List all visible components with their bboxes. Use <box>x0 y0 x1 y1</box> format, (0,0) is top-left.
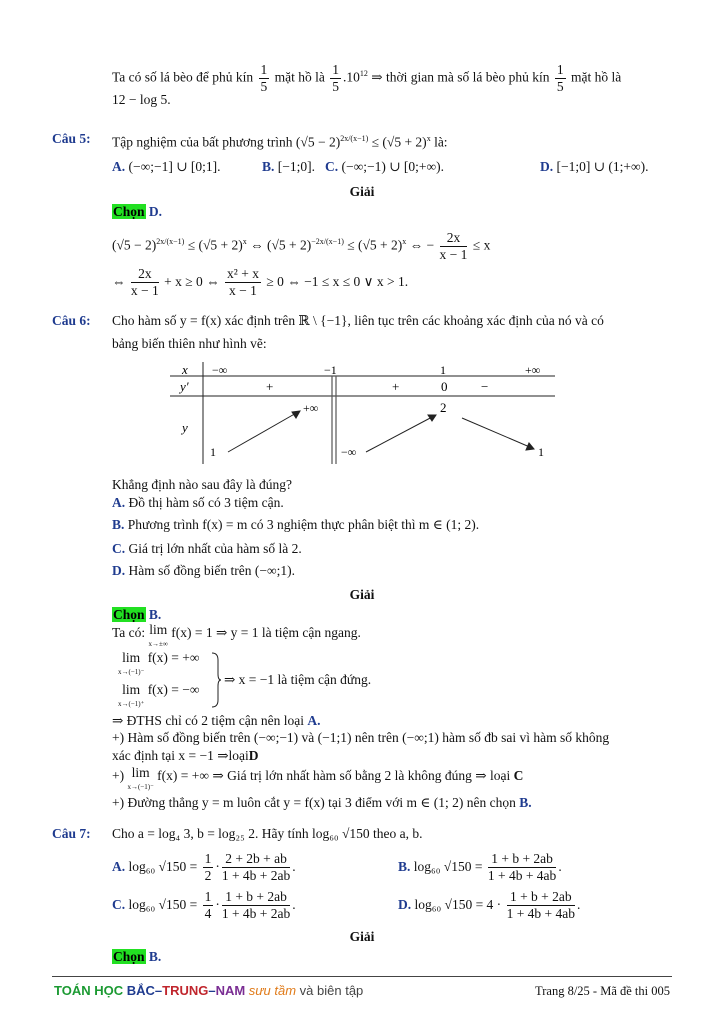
question-6-stem-1: Cho hàm số y = f(x) xác định trên ℝ \ {−1}, liên tục trên các khoảng xác định của nó và có <box>112 313 604 328</box>
increase-arrow <box>228 412 298 452</box>
q5-solution-line-1: $(√5 - 2)^{2x/(x-1)} \le (√5 + 2)^x$ ⇔ $(√5 + 2)^{-2x/(x-1)} \le (√5 + 2)^x$ ⇔ − $\frac{2x}{x - 1}$ ≤ x <box>112 230 491 262</box>
table-x-value: 1 <box>440 363 446 377</box>
q6-solution-line-5: xác định tại x = −1 ⇒loạiD <box>112 748 259 763</box>
q6-solution-line-7: +) Đường thẳng y = m luôn cắt y = f(x) tại 3 điểm với m ∈ (1; 2) nên chọn B. <box>112 795 532 810</box>
fraction: $\frac{2 + 2b + ab}{1 + 4b + 2ab}$ <box>221 851 291 884</box>
decrease-arrow <box>462 418 532 448</box>
fraction: $\frac{1 + b + 2ab}{1 + 4b + 4ab}$ <box>487 851 557 884</box>
q5-solution-heading: Giải <box>349 184 375 199</box>
fraction: $\frac{1}{5}$ <box>556 62 564 94</box>
q6-question: Khẳng định nào sau đây là đúng? <box>112 477 292 492</box>
fraction: $\frac{1}{5}$ <box>260 62 268 94</box>
table-x-value: +∞ <box>525 363 541 377</box>
q6-solution-line-1: Ta có: lim x→±∞ f(x) = 1 ⇒ y = 1 là tiệm cận ngang. <box>112 622 361 648</box>
footer-page-number: Trang 8/25 - Mã đề thi 005 <box>535 984 670 998</box>
q7-solution-heading: Giải <box>349 929 375 944</box>
q7-option-b[interactable]: B. log₆₀ √150 = $\frac{1 + b + 2ab}{1 + 4b + 4ab}$ . <box>398 851 562 884</box>
fraction: $\frac{2x}{x - 1}$ <box>130 266 159 299</box>
question-5-label: Câu 5: <box>52 131 91 146</box>
q6-answer: Chọn B. <box>113 607 162 622</box>
table-y-label: y <box>182 420 188 435</box>
fraction: $\frac{1 + b + 2ab}{1 + 4b + 2ab}$ <box>221 889 291 922</box>
intro-line-1: Ta có số lá bèo để phủ kín $\frac{1}{5}$ mặt hồ là $\frac{1}{5}$ $.10^{12}$ ⇒ thời gian mà số lá bèo phủ kín $\frac{1}{5}$ mặt hồ là <box>112 62 622 94</box>
q5-option-a[interactable]: A. (−∞;−1] ∪ [0;1]. <box>112 159 221 174</box>
increase-arrow <box>366 416 434 452</box>
question-5-stem: Tập nghiệm của bất phương trình $(√5 - 2)^{2x/(x-1)} \le (√5 + 2)^x$ là: <box>112 134 448 150</box>
q6-option-a[interactable]: A. Đồ thị hàm số có 3 tiệm cận. <box>112 495 284 510</box>
q6-solution-line-6: +) lim x→(−1)⁻ f(x) = +∞ ⇒ Giá trị lớn nhất hàm số bằng 2 là không đúng ⇒ loại C <box>112 765 524 791</box>
fraction: $\frac{1 + b + 2ab}{1 + 4b + 4ab}$ <box>506 889 576 922</box>
q5-solution-line-2: ⇔ $\frac{2x}{x - 1}$ + x ≥ 0 ⇔ $\frac{\text{x² + x}}{x - 1}$ ≥ 0 ⇔ −1 ≤ x ≤ 0 ∨ x > 1. <box>112 266 409 299</box>
q7-answer: Chọn B. <box>113 949 162 964</box>
table-x-value: −1 <box>324 363 337 377</box>
q5-option-c[interactable]: C. (−∞;−1) ∪ [0;+∞). <box>325 159 445 174</box>
question-7-stem: Cho a = log₄ 3, b = log₂₅ 2. Hãy tính log₆₀ √150 theo a, b. <box>112 826 423 841</box>
fraction: $\frac{\text{x² + x}}{x - 1}$ <box>227 266 259 299</box>
table-x-value: −∞ <box>212 363 228 377</box>
q6-option-c[interactable]: C. Giá trị lớn nhất của hàm số là 2. <box>112 541 302 556</box>
q6-solution-line-4: +) Hàm số đồng biến trên (−∞;−1) và (−1;1) nên trên (−∞;1) hàm số đb sai vì hàm số không <box>112 730 610 745</box>
intro-line-2: 12 − log 5. <box>112 92 171 107</box>
q5-answer: Chọn D. <box>113 204 163 219</box>
fraction: $\frac{2x}{x - 1}$ <box>439 230 468 262</box>
q5-option-d[interactable]: D. [−1;0] ∪ (1;+∞). <box>540 159 649 174</box>
table-x-label: x <box>182 362 188 377</box>
q6-solution-line-3: ⇒ ĐTHS chỉ có 2 tiệm cận nên loại A. <box>112 713 321 728</box>
table-y-value: −∞ <box>341 445 357 459</box>
q6-option-b[interactable]: B. Phương trình f(x) = m có 3 nghiệm thực phân biệt thì m ∈ (1; 2). <box>112 517 480 532</box>
question-7-label: Câu 7: <box>52 826 91 841</box>
q7-option-a[interactable]: A. log₆₀ √150 = $\frac{1}{2}$ · $\frac{2 + 2b + ab}{1 + 4b + 2ab}$ . <box>112 851 296 884</box>
table-y-value: +∞ <box>303 401 319 415</box>
table-y-value: 2 <box>440 400 447 415</box>
table-sign: − <box>481 379 489 394</box>
variation-table <box>170 362 555 464</box>
q6-option-d[interactable]: D. Hàm số đồng biến trên (−∞;1). <box>112 563 295 578</box>
q7-option-c[interactable]: C. log₆₀ √150 = $\frac{1}{4}$ · $\frac{1 + b + 2ab}{1 + 4b + 2ab}$ . <box>112 889 296 922</box>
footer-divider <box>52 976 672 977</box>
question-6-stem-2: bảng biến thiên như hình vẽ: <box>112 336 267 351</box>
fraction: $\frac{1}{2}$ <box>204 851 212 884</box>
q5-option-b[interactable]: B. [−1;0]. <box>262 159 315 174</box>
table-sign: 0 <box>441 379 448 394</box>
fraction: $\frac{1}{4}$ <box>204 889 212 922</box>
table-sign: + <box>266 379 274 394</box>
footer-brand: TOÁN HỌC BẮC–TRUNG–NAM sưu tầm và biên tập <box>54 983 364 998</box>
fraction: $\frac{1}{5}$ <box>332 62 340 94</box>
q6-solution-heading: Giải <box>349 587 375 602</box>
table-sign: + <box>392 379 400 394</box>
question-6-label: Câu 6: <box>52 313 91 328</box>
table-yp-label: y′ <box>180 379 189 394</box>
table-y-value: 1 <box>210 445 216 459</box>
table-y-value: 1 <box>538 445 544 459</box>
q7-option-d[interactable]: D. log₆₀ √150 = 4 · $\frac{1 + b + 2ab}{1 + 4b + 4ab}$ . <box>398 889 581 922</box>
